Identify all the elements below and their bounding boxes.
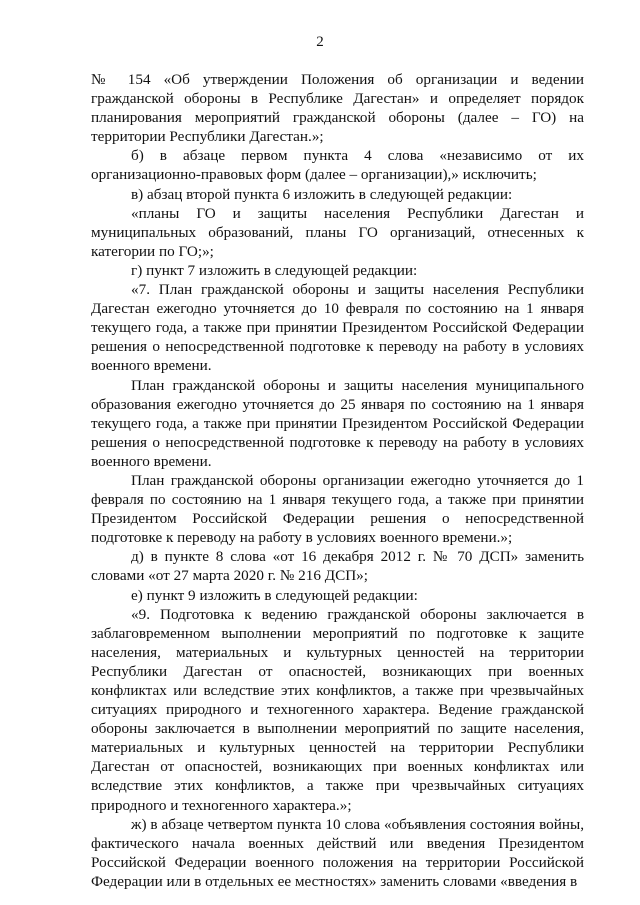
paragraph: ж) в абзаце четвертом пункта 10 слова «объявления состояния войны, фактического начала военных действий или введения Президентом Российской Федерации военного положения на территории Российской Федерации или в отдельных ее местностях» заменить словами «введения в <box>91 815 584 890</box>
paragraph: № 154 «Об утверждении Положения об организации и ведении гражданской обороны в Республике Дагестан» и определяет порядок планирования мероприятий гражданской обороны (далее – ГО) на территории Республики Дагестан.»; <box>91 71 584 146</box>
paragraph: План гражданской обороны организации ежегодно уточняется до 1 февраля по состоянию на 1 января текущего года, а также при принятии Президентом Российской Федерации решения о непосредственной подготовке к переводу на работу в условиях военного времени.»; <box>91 471 584 547</box>
page-number: 2 <box>316 34 324 50</box>
paragraph: е) пункт 9 изложить в следующей редакции: <box>131 586 418 604</box>
paragraph: «планы ГО и защиты населения Республики Дагестан и муниципальных образований, планы ГО организаций, отнесенных к категории по ГО;»; <box>91 204 584 260</box>
paragraph: План гражданской обороны и защиты населения муниципального образования ежегодно уточняется до 25 января по состоянию на 1 января текущего года, а также при принятии Президентом Российской Федерации решения о непосредственной подготовке к переводу на работу в условиях военного времени. <box>91 376 584 470</box>
paragraph: «7. План гражданской обороны и защиты населения Республики Дагестан ежегодно уточняется до 10 февраля по состоянию на 1 января текущего года, а также при принятии Президентом Российской Федерации решения о непосредственной подготовке к переводу на работу в условиях военного времени. <box>91 281 584 375</box>
paragraph: б) в абзаце первом пункта 4 слова «независимо от их организационно-правовых форм (далее – организации),» исключить; <box>91 147 584 184</box>
paragraph: в) абзац второй пункта 6 изложить в следующей редакции: <box>131 185 513 203</box>
document-body <box>91 70 584 891</box>
paragraph: г) пункт 7 изложить в следующей редакции: <box>131 261 418 279</box>
paragraph: д) в пункте 8 слова «от 16 декабря 2012 г. № 70 ДСП» заменить словами «от 27 марта 2020 г. № 216 ДСП»; <box>91 548 584 585</box>
paragraph: «9. Подготовка к ведению гражданской обороны заключается в заблаговременном выполнении мероприятий по подготовке к защите населения, материальных и культурных ценностей на территории Республики Дагестан от опасностей, возникающих при военных конфликтах или вследствие этих конфликтов, а также при чрезвычайных ситуациях природного и техногенного характера. Ведение гражданской обороны заключается в выполнении мероприятий по защите населения, материальных и культурных ценностей на территории Республики Дагестан от опасностей, возникающих при военных конфликтах или вследствие этих конфликтов, а также при чрезвычайных ситуациях природного и техногенного характера.»; <box>91 605 584 814</box>
